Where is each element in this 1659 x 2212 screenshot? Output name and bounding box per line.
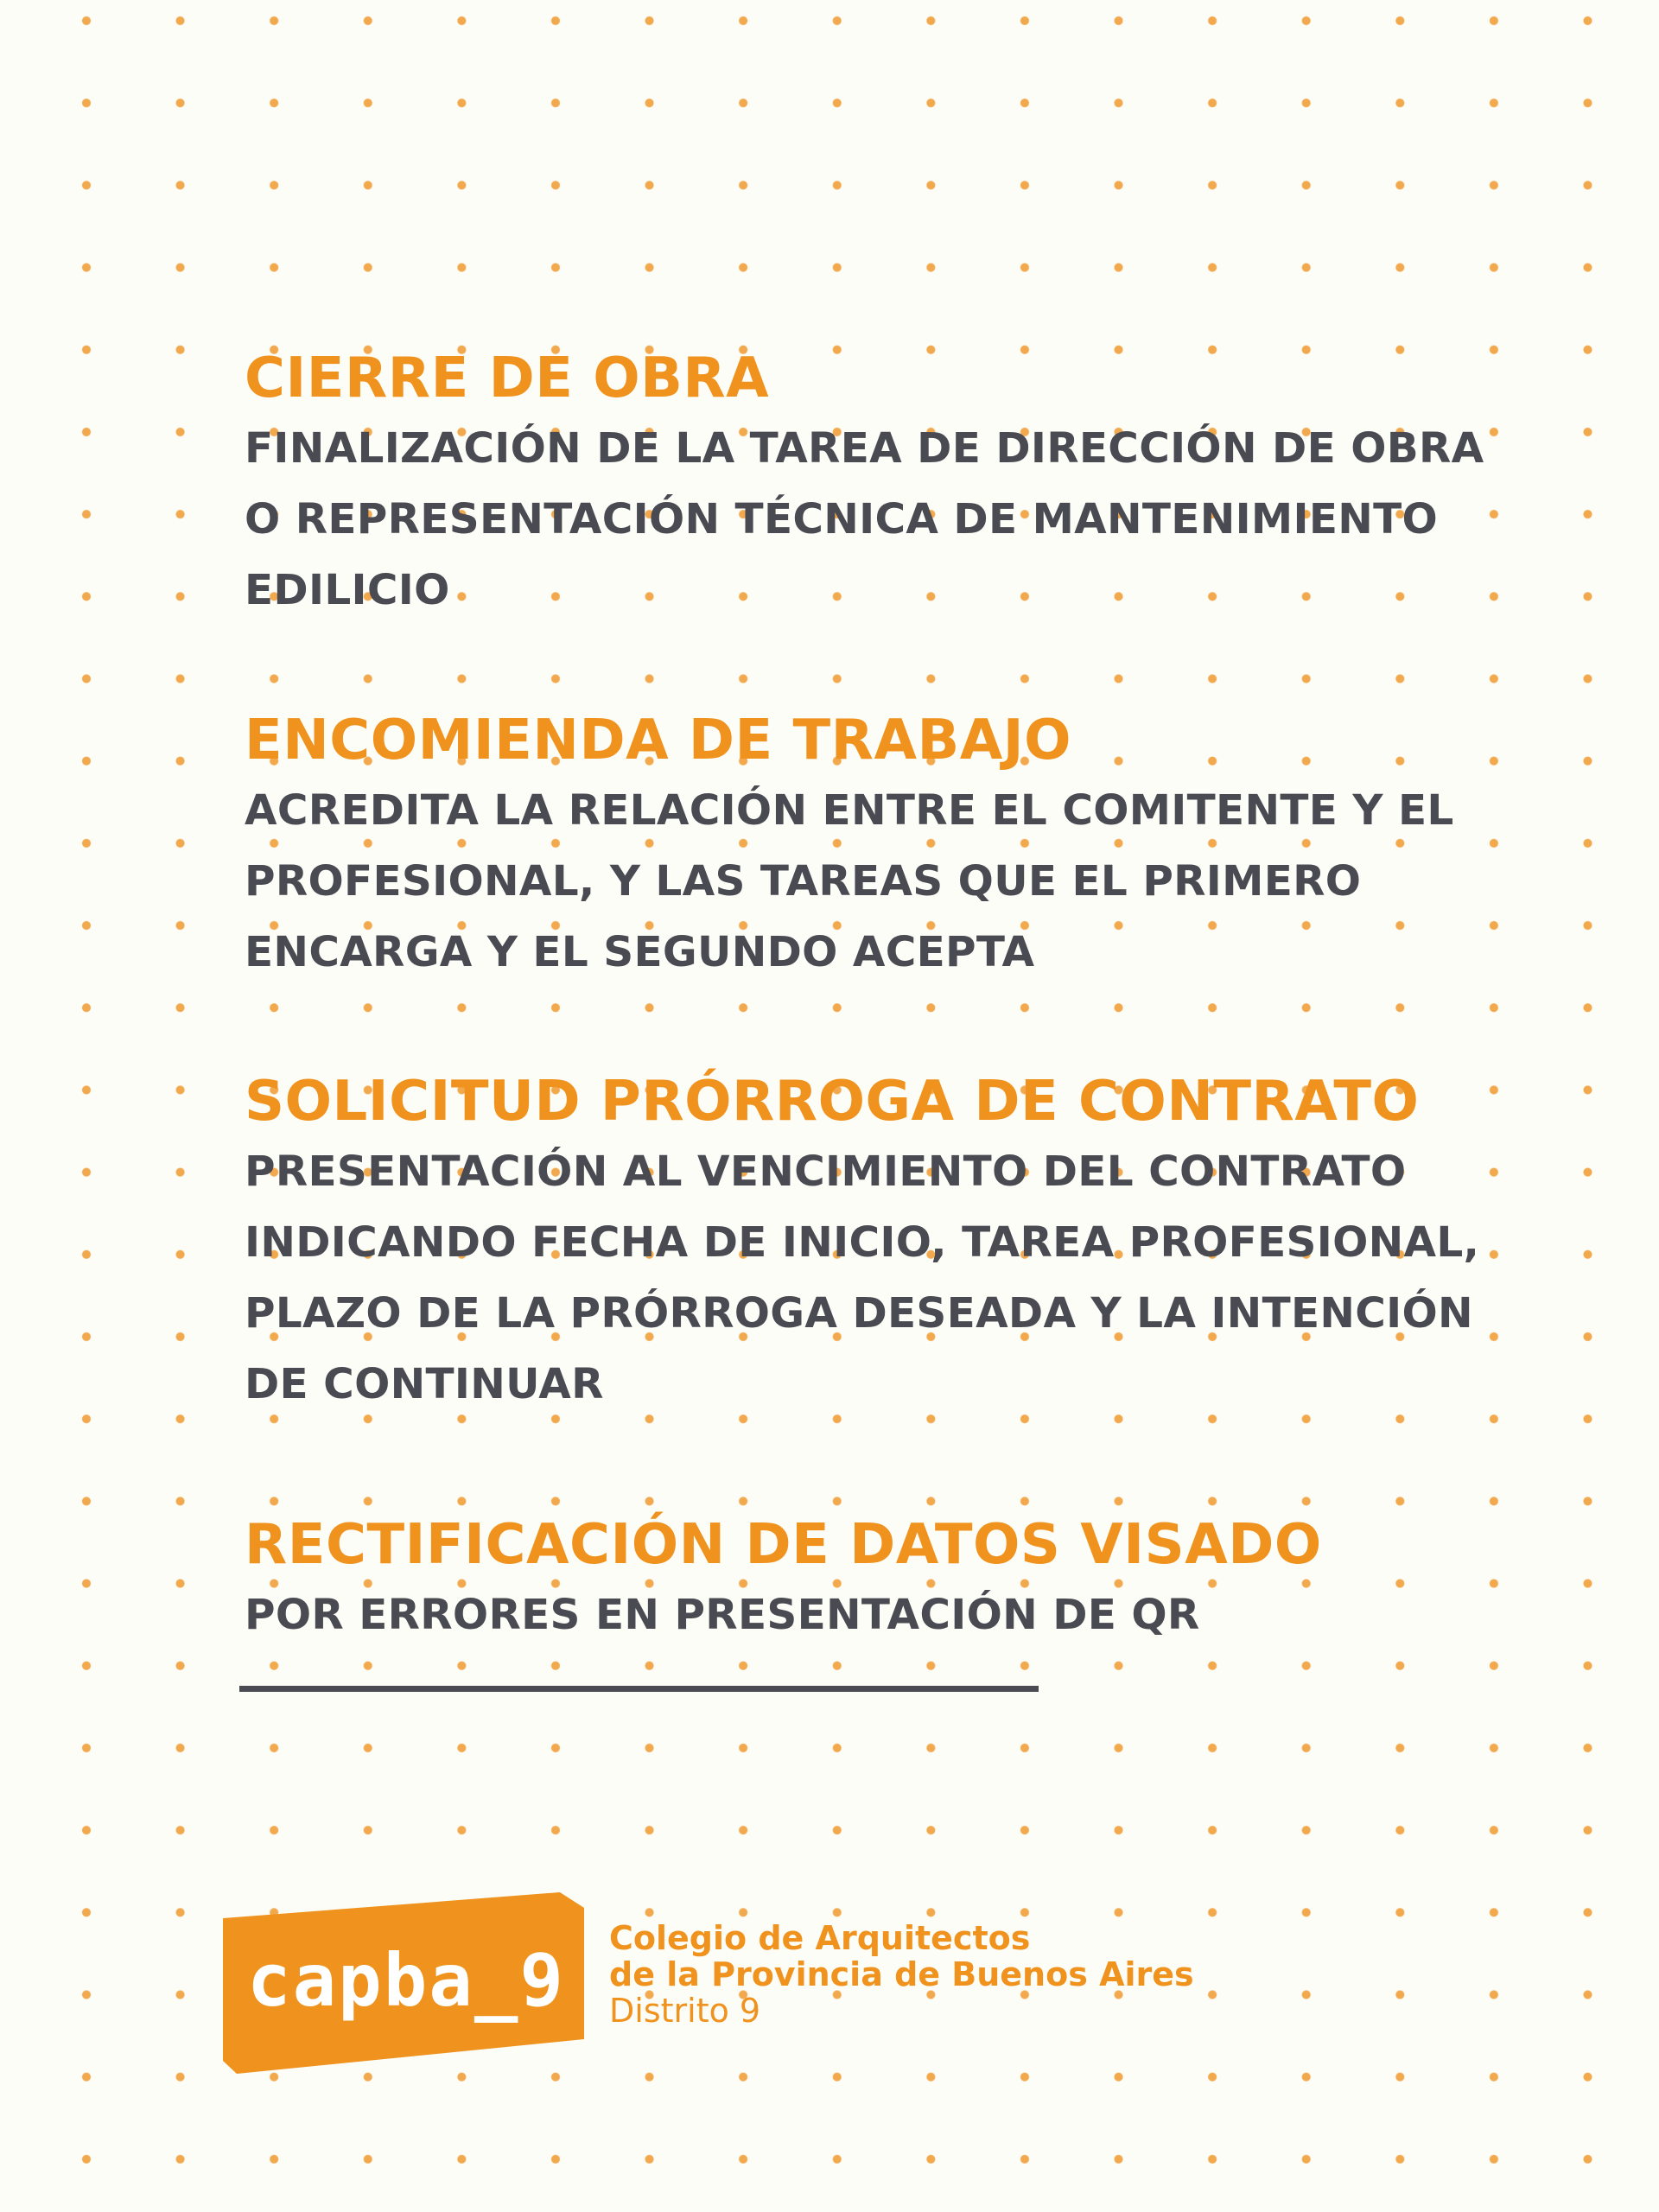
description-line: POR ERRORES EN PRESENTACIÓN DE QR xyxy=(245,1591,1200,1639)
description-line: DE CONTINUAR xyxy=(245,1360,604,1408)
logo-wordmark: capba_9 xyxy=(247,1938,566,2023)
section-description xyxy=(245,1580,1541,1650)
section-solicitud-prorroga xyxy=(245,1067,1541,1420)
section-title: SOLICITUD PRÓRROGA DE CONTRATO xyxy=(245,1070,1420,1134)
section-title: RECTIFICACIÓN DE DATOS VISADO xyxy=(245,1513,1322,1577)
description-line: FINALIZACIÓN DE LA TAREA DE DIRECCIÓN DE OBRA xyxy=(245,424,1484,473)
section-cierre-de-obra xyxy=(245,344,1541,626)
description-line: PROFESIONAL, Y LAS TAREAS QUE EL PRIMERO xyxy=(245,857,1362,906)
description-line: ACREDITA LA RELACIÓN ENTRE EL COMITENTE Y EL xyxy=(245,786,1454,835)
section-rectificacion-de-datos xyxy=(245,1510,1541,1650)
org-line: de la Provincia de Buenos Aires xyxy=(609,1955,1194,1993)
section-description xyxy=(245,775,1541,988)
org-line: Colegio de Arquitectos xyxy=(609,1919,1031,1957)
divider xyxy=(239,1686,1039,1692)
section-title: ENCOMIENDA DE TRABAJO xyxy=(245,709,1071,772)
section-title: CIERRE DE OBRA xyxy=(245,346,770,410)
description-line: INDICANDO FECHA DE INICIO, TAREA PROFESIONAL, xyxy=(245,1218,1480,1267)
section-description xyxy=(245,413,1541,626)
description-line: ENCARGA Y EL SEGUNDO ACEPTA xyxy=(245,928,1035,976)
description-line: PRESENTACIÓN AL VENCIMIENTO DEL CONTRATO xyxy=(245,1147,1407,1196)
org-district: Distrito 9 xyxy=(609,1992,761,2030)
description-line: O REPRESENTACIÓN TÉCNICA DE MANTENIMIENTO xyxy=(245,495,1439,543)
description-line: PLAZO DE LA PRÓRROGA DESEADA Y LA INTENCIÓN xyxy=(245,1289,1473,1338)
description-line: EDILICIO xyxy=(245,566,450,614)
organization-name xyxy=(609,1920,1194,2029)
section-description xyxy=(245,1136,1541,1420)
section-encomienda-de-trabajo xyxy=(245,706,1541,988)
